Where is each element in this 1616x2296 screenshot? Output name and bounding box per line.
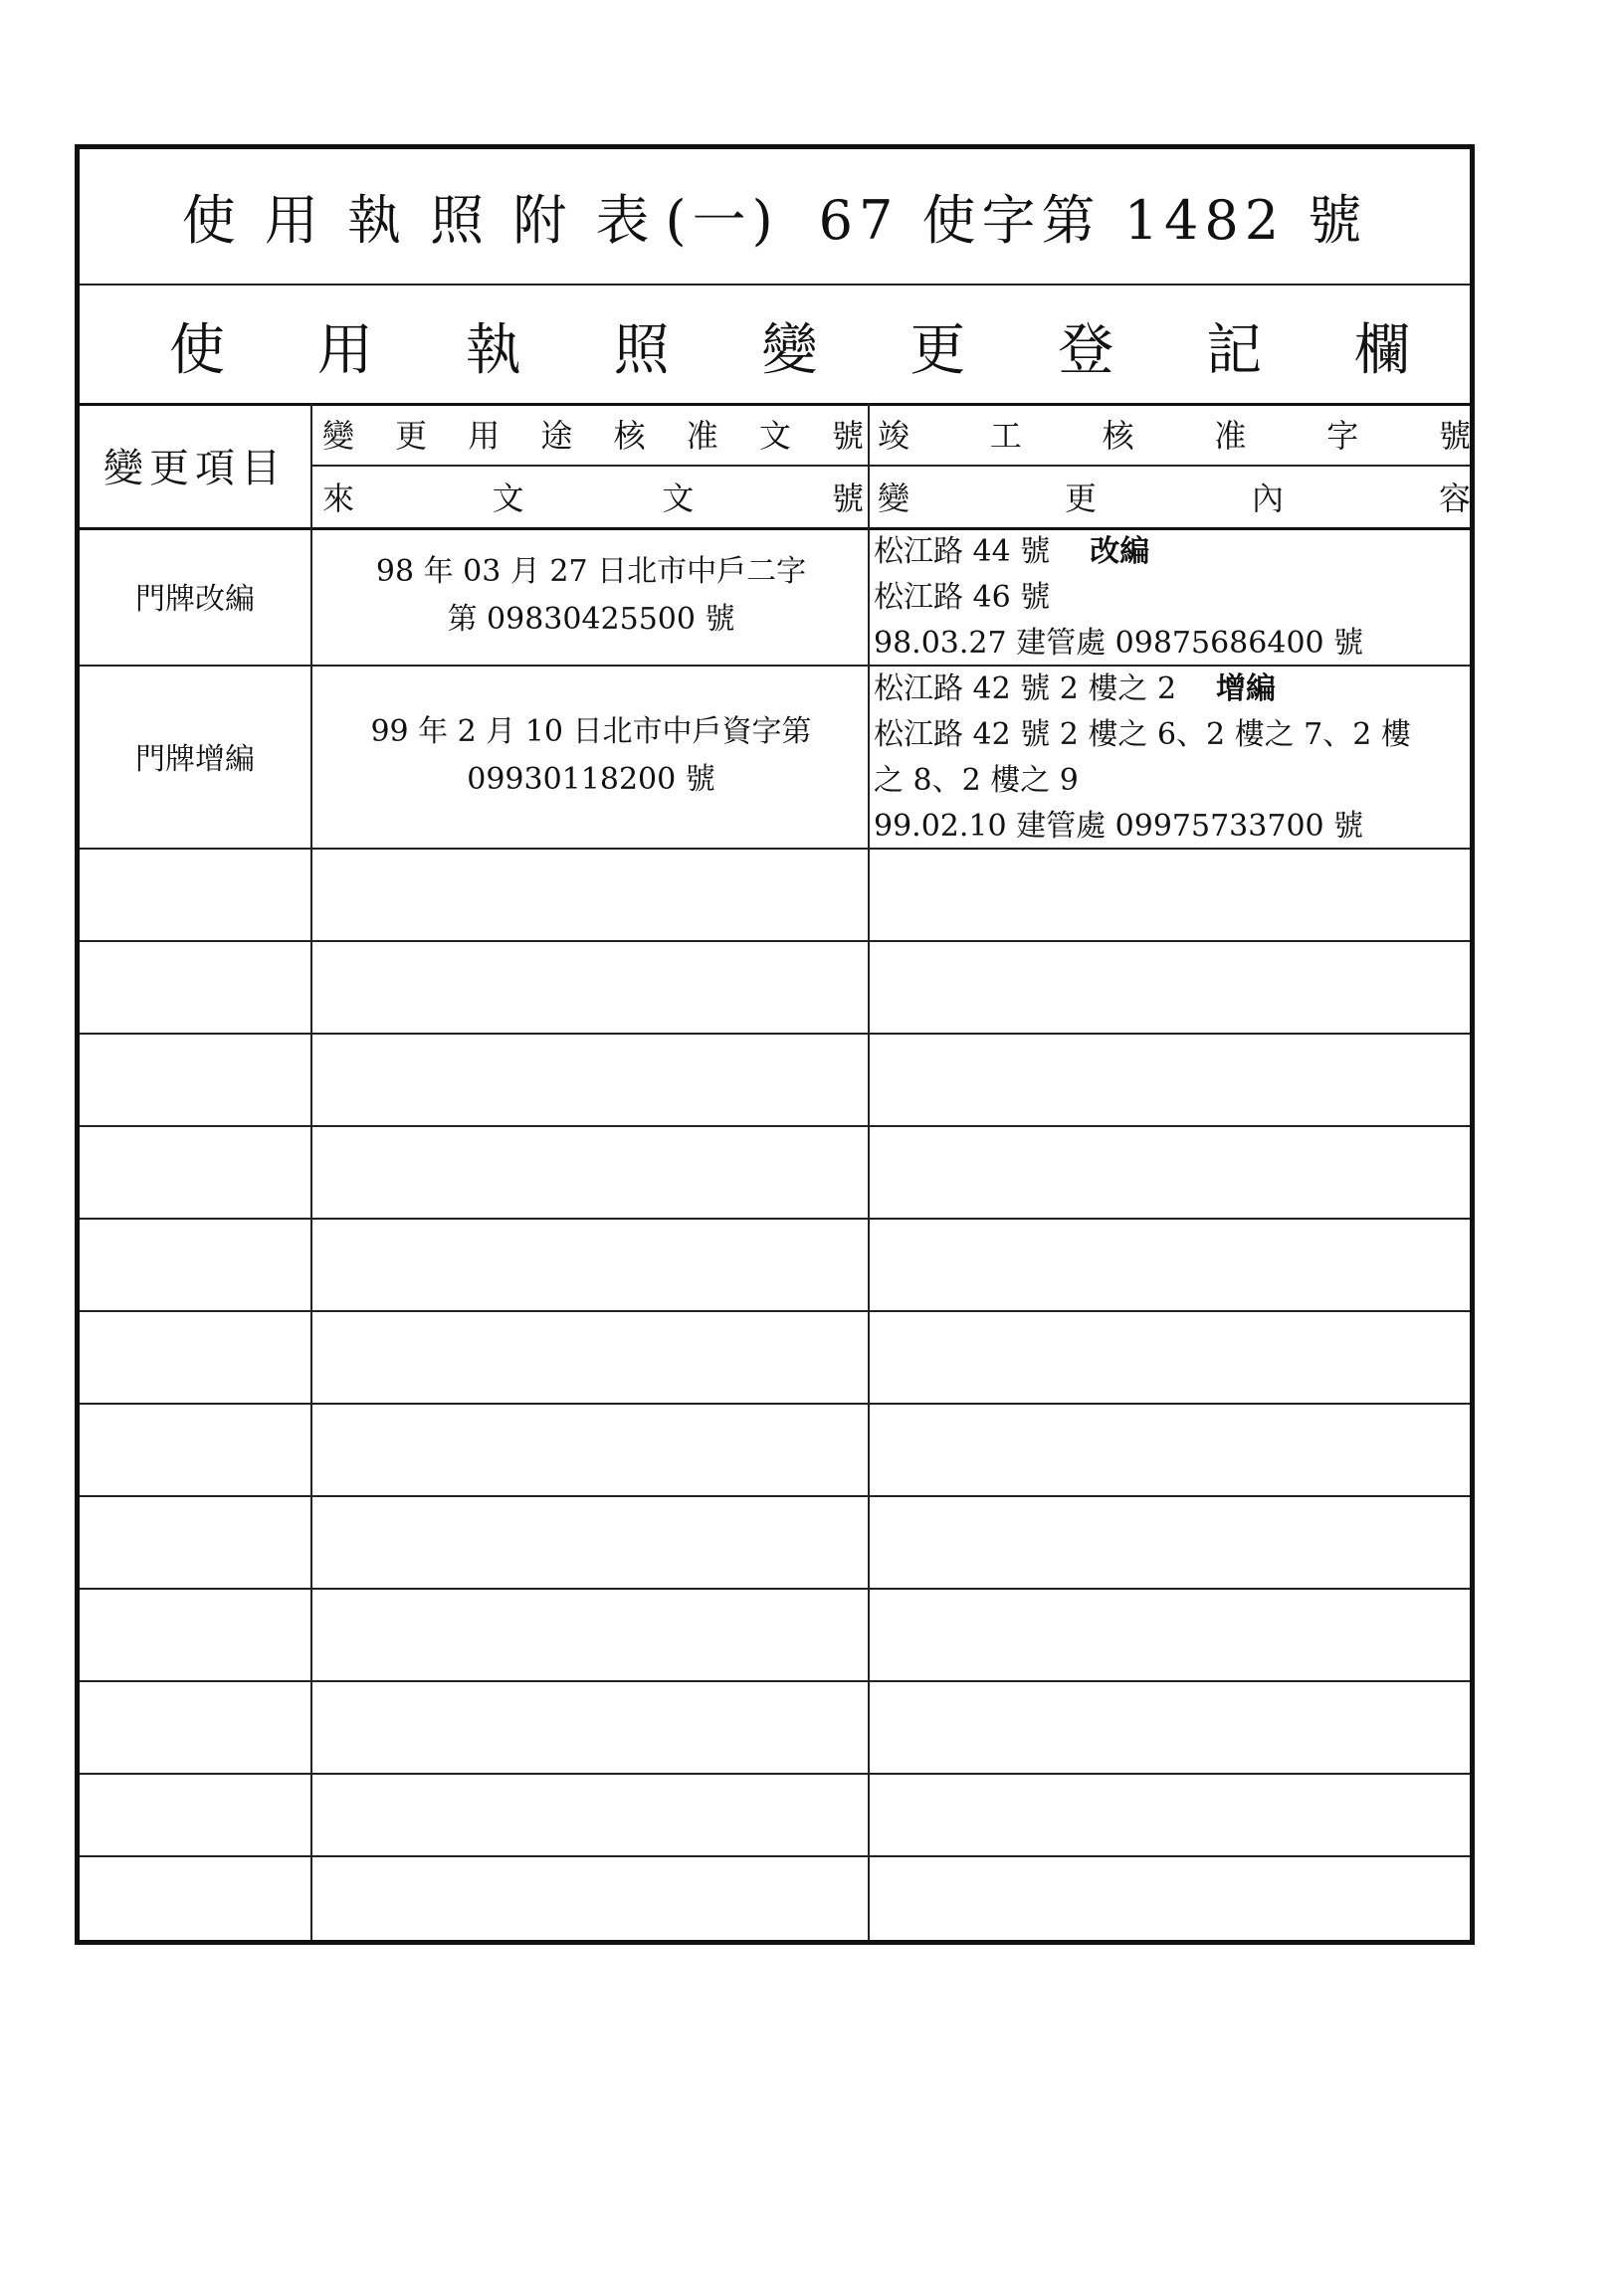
header-char: 用 xyxy=(468,417,501,455)
content-line: 98.03.27 建管處 09875686400 號 xyxy=(874,626,1364,661)
header-change-content xyxy=(870,467,1475,526)
header-char: 文 xyxy=(492,479,524,517)
header-approval-no xyxy=(314,403,868,465)
subtitle-char: 欄 xyxy=(1354,317,1410,383)
header-change-item: 變更項目 xyxy=(103,446,287,491)
content-line: 99.02.10 建管處 09975733700 號 xyxy=(874,809,1364,844)
doc-line: 98 年 03 月 27 日北市中戶二字 xyxy=(375,554,807,589)
header-char: 准 xyxy=(1214,417,1247,455)
subtitle-char: 變 xyxy=(761,317,818,383)
content-line: 松江路 42 號 2 樓之 6、2 樓之 7、2 樓 xyxy=(874,717,1411,752)
title-number: 67 使字第 1482 號 xyxy=(818,189,1368,252)
title-prefix: 使 用 執 照 附 表 xyxy=(181,189,656,252)
header-char: 內 xyxy=(1251,479,1284,517)
header-char: 容 xyxy=(1438,479,1471,517)
row-1-content xyxy=(874,529,1471,667)
row-2-content xyxy=(874,667,1471,850)
subtitle-char: 執 xyxy=(465,317,521,383)
row-1-doc-no xyxy=(314,529,868,663)
doc-line: 09930118200 號 xyxy=(467,762,715,797)
header-char: 途 xyxy=(540,417,573,455)
row-2-doc-no xyxy=(314,667,868,846)
header-char: 來 xyxy=(322,479,355,517)
subtitle-char: 用 xyxy=(316,317,373,383)
subtitle-char: 記 xyxy=(1206,317,1263,383)
subtitle xyxy=(169,288,1410,403)
tag-label: 改編 xyxy=(1090,534,1150,569)
header-char: 更 xyxy=(1064,479,1097,517)
header-char: 核 xyxy=(1102,417,1134,455)
subtitle-char: 更 xyxy=(909,317,966,383)
doc-line: 第 09830425500 號 xyxy=(447,602,735,637)
header-char: 准 xyxy=(686,417,718,455)
tag-label: 增編 xyxy=(1216,671,1277,706)
header-char: 工 xyxy=(989,417,1022,455)
content-line: 松江路 46 號 xyxy=(874,580,1051,615)
header-char: 更 xyxy=(395,417,428,455)
subtitle-char: 使 xyxy=(169,317,225,383)
registration-table xyxy=(75,144,1475,1945)
header-char: 號 xyxy=(1438,417,1471,455)
header-incoming-doc xyxy=(314,467,868,526)
title-paren: (一) xyxy=(665,189,779,252)
content-line: 之 8、2 樓之 9 xyxy=(874,763,1079,798)
header-char: 號 xyxy=(831,417,864,455)
subtitle-char: 登 xyxy=(1058,317,1114,383)
header-char: 核 xyxy=(613,417,646,455)
header-char: 字 xyxy=(1326,417,1359,455)
subtitle-char: 照 xyxy=(613,317,670,383)
page-title xyxy=(80,149,1470,284)
content-line: 松江路 44 號 改編 xyxy=(874,534,1150,569)
header-char: 變 xyxy=(878,479,910,517)
header-char: 文 xyxy=(662,479,695,517)
header-char: 文 xyxy=(758,417,791,455)
row-2-item: 門牌增編 xyxy=(135,742,255,777)
content-line: 松江路 42 號 2 樓之 2 增編 xyxy=(874,671,1277,706)
header-completion-no xyxy=(870,403,1475,465)
header-char: 號 xyxy=(831,479,864,517)
doc-line: 99 年 2 月 10 日北市中戶資字第 xyxy=(370,714,812,749)
header-char: 變 xyxy=(322,417,355,455)
row-1-item: 門牌改編 xyxy=(135,582,255,617)
header-char: 竣 xyxy=(878,417,910,455)
